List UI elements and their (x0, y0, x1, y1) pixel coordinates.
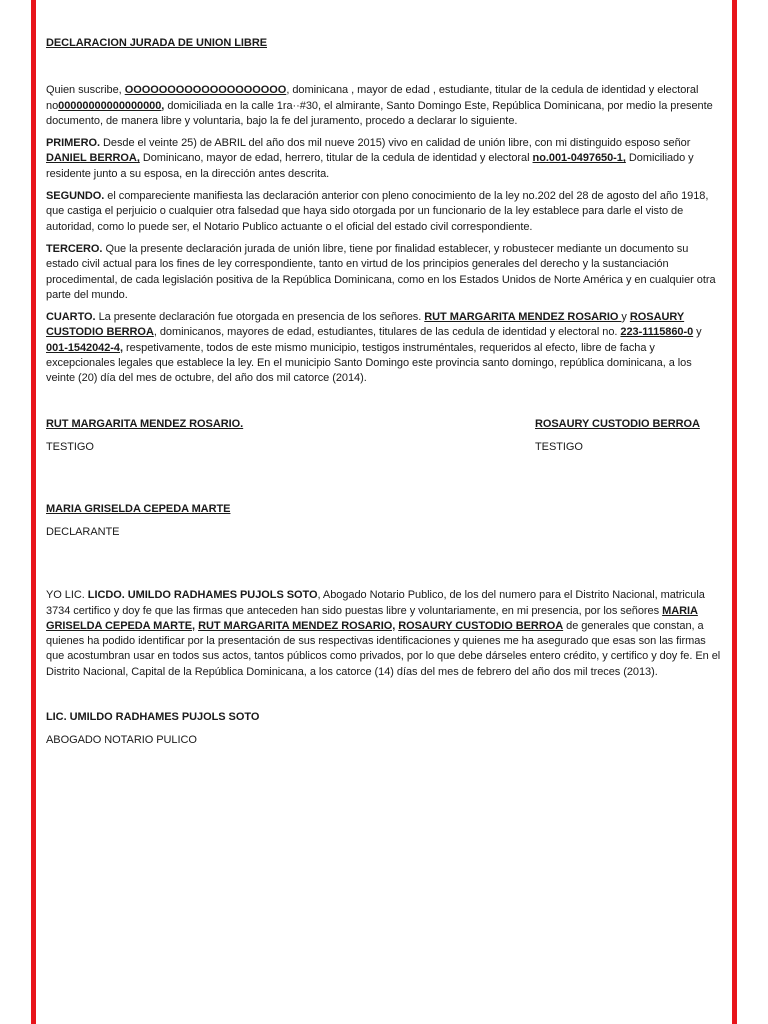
witness-1-role: TESTIGO (46, 440, 94, 453)
primero-text-1: Desde el veinte 25) de ABRIL del año dos mil nueve 2015) vivo en calidad de unión libre, con mi distinguido esposo señor (100, 137, 691, 150)
cuarto-label: CUARTO. (46, 311, 96, 324)
primero-text-2: Dominicano, mayor de edad, herrero, titular de la cedula de identidad y electoral (139, 152, 533, 165)
declarant-id-placeholder: 00000000000000000, (58, 99, 165, 112)
declarant-name-placeholder: OOOOOOOOOOOOOOOOOOO (124, 84, 287, 97)
notary-signature-name: LIC. UMILDO RADHAMES PUJOLS SOTO (46, 711, 260, 724)
spouse-name: DANIEL BERROA, (46, 152, 140, 165)
witness-names-row (46, 417, 722, 433)
cuarto-text-4: y (693, 326, 702, 339)
declarant-signature-name: MARIA GRISELDA CEPEDA MARTE (46, 502, 231, 515)
witness-2-signature-name: ROSAURY CUSTODIO BERROA (535, 417, 700, 430)
witness-2-role: TESTIGO (535, 440, 583, 453)
right-red-border (732, 0, 737, 1024)
cuarto-text-2: y (621, 311, 630, 324)
intro-text-2: , dominicana , mayor de edad , estudiante, titular de la cedula de identidad y electoral no (46, 84, 699, 112)
notary-paragraph (46, 588, 722, 680)
tercero-paragraph (46, 242, 722, 303)
notary-text-2: , Abogado Notario Publico, de los del numero para el Distrito Nacional, matricula 3734 certifico y doy fe que las firmas que anteceden han sido puestas libre y voluntariamente, en mi presencia, por los señores (46, 589, 705, 617)
witness-1-name: RUT MARGARITA MENDEZ ROSARIO (424, 311, 622, 324)
notary-declarant-name: MARIA GRISELDA CEPEDA MARTE, (46, 604, 698, 632)
primero-text-3: Domiciliado y residente junto a su esposa, en la dirección antes descrita. (46, 152, 694, 180)
notary-text-1: YO LIC. (46, 589, 88, 602)
cuarto-paragraph (46, 310, 722, 386)
witness-roles-row (46, 440, 722, 456)
witness-1-signature-name: RUT MARGARITA MENDEZ ROSARIO. (46, 417, 244, 430)
witness-2-id: 001-1542042-4, (46, 341, 123, 354)
notary-text-5: de generales que constan, a quienes ha podido identificar por la presentación de sus respectivas identificaciones y quienes me ha asegurado que esas son las firmas que acostumbran usar en todos sus actos, tantos públicos como privados, por lo que debe dárseles entero crédito, y certifico y doy fe. En el Distrito Nacional, Capital de la República Dominicana, a los catorce (14) días del mes de febrero del año dos mil treces (2013). (46, 619, 721, 678)
notary-witness-1-name: RUT MARGARITA MENDEZ ROSARIO, (198, 619, 396, 632)
intro-text-1: Quien suscribe, (46, 84, 125, 97)
spouse-id: no.001-0497650-1, (532, 152, 626, 165)
document-title: DECLARACION JURADA DE UNION LIBRE (46, 37, 268, 49)
segundo-label: SEGUNDO. (46, 190, 105, 203)
intro-paragraph (46, 83, 722, 129)
witness-2-name: ROSAURY CUSTODIO BERROA (46, 311, 685, 339)
tercero-text: Que la presente declaración jurada de unión libre, tiene por finalidad establecer, y robustecer mediante un documento su estado civil actual para los fines de ley correspondiente, tanto en virtud de los principios generales del derecho y la sustanciación procedimental, de cada legislación positiva de la República Dominicana, como en los Estados Unidos de Norte América y en cualquier otra parte del mundo. (46, 242, 716, 301)
declarant-role: DECLARANTE (46, 525, 120, 538)
primero-paragraph (46, 136, 722, 182)
cuarto-text-1: La presente declaración fue otorgada en presencia de los señores. (95, 311, 425, 324)
intro-text-3: domiciliada en la calle 1ra··#30, el almirante, Santo Domingo Este, República Dominicana, por medio la presente documento, de manera libre y voluntaria, bajo la fe del juramento, procedo a declarar lo siguiente. (46, 99, 713, 127)
notary-signature-role: ABOGADO NOTARIO PULICO (46, 734, 197, 747)
segundo-paragraph (46, 189, 722, 235)
notary-witness-2-name: ROSAURY CUSTODIO BERROA (398, 619, 564, 632)
cuarto-text-5: respetivamente, todos de este mismo municipio, testigos instruméntales, requeridos al efecto, libre de facha y excepcionales legales que establece la ley. En el municipio Santo Domingo este provincia santo domingo, república dominicana, a los veinte (20) día del mes de octubre, del año dos mil catorce (2014). (46, 341, 692, 385)
segundo-text: el compareciente manifiesta las declaración anterior con pleno conocimiento de la ley no.202 del 28 de agosto del año 1918, que castiga el perjuicio o cualquier otra falsedad que haya sido otorgada por un funcionario de la ley establece para darle el visto de autoridad, como lo puede ser, el Notario Publico actuante o el oficial del estado civil correspondiente. (46, 190, 709, 233)
left-red-border (31, 0, 36, 1024)
primero-label: PRIMERO. (46, 137, 100, 150)
notary-name: LICDO. UMILDO RADHAMES PUJOLS SOTO (87, 589, 318, 602)
document-page (46, 36, 722, 749)
cuarto-text-3: , dominicanos, mayores de edad, estudiantes, titulares de las cedula de identidad y electoral no. (153, 326, 621, 339)
witness-1-id: 223-1115860-0 (620, 326, 694, 339)
tercero-label: TERCERO. (46, 242, 103, 255)
